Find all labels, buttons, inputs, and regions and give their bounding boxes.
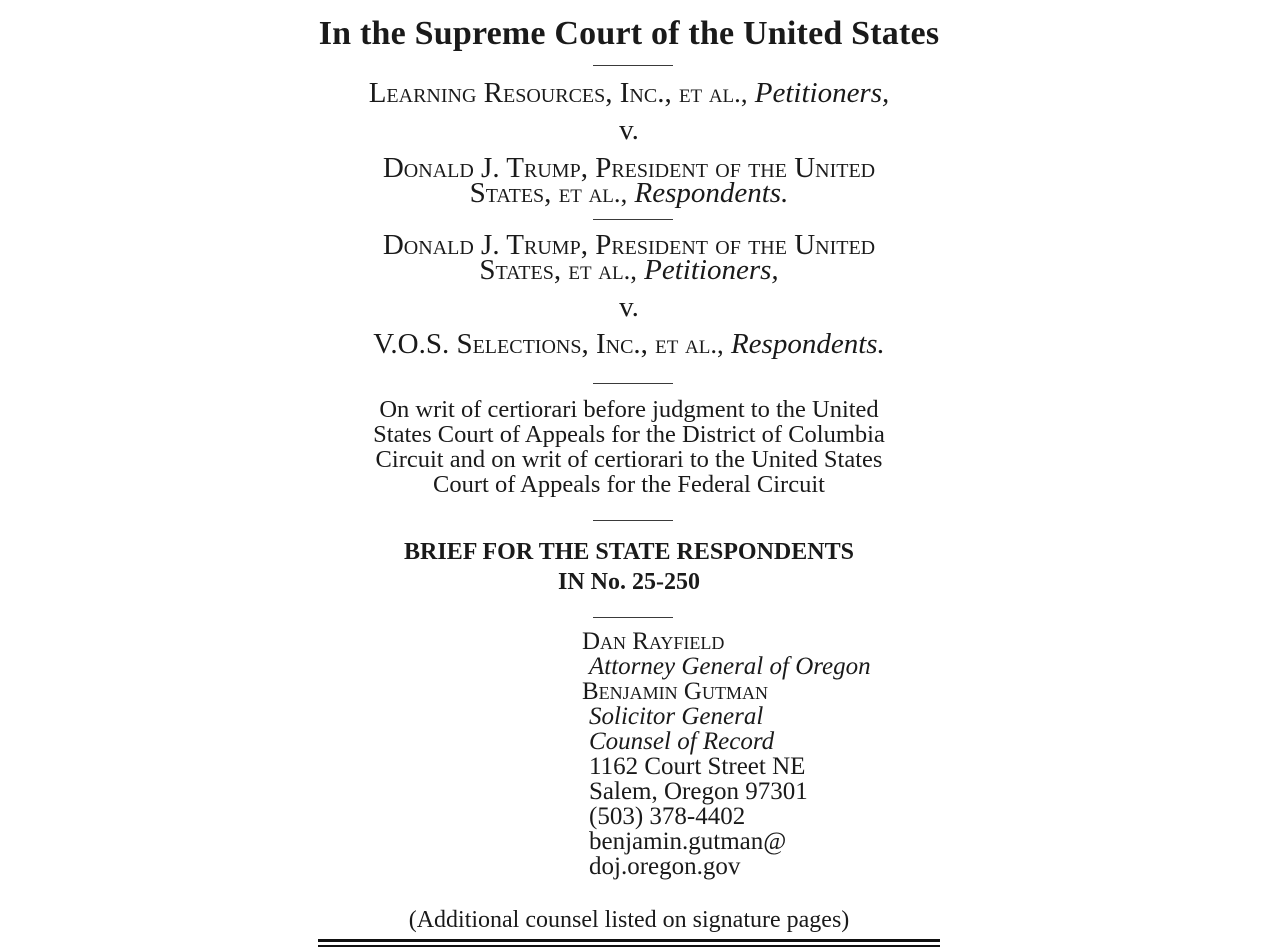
- email-line2: doj.oregon.gov: [589, 853, 741, 880]
- writ-line: On writ of certiorari before judgment to the United: [379, 396, 879, 423]
- additional-counsel-note: (Additional counsel listed on signature pages): [408, 907, 850, 933]
- case1-respondent-name: Donald J. Trump, President of the United: [382, 152, 876, 184]
- case1-versus: v.: [619, 114, 639, 146]
- attorney-general-title: Attorney General of Oregon: [589, 653, 871, 680]
- solicitor-title: Solicitor General: [589, 703, 764, 730]
- divider-rule: [593, 617, 673, 618]
- bottom-double-rule-bottom: [318, 945, 940, 947]
- case2-respondent-line: [318, 328, 940, 360]
- attorney-general-name: Dan Rayfield: [582, 628, 725, 655]
- brief-cover-page: [318, 0, 940, 950]
- case1-petitioner-line: [318, 77, 940, 109]
- case1-respondent-line2: [318, 177, 940, 209]
- brief-title-line1: BRIEF FOR THE STATE RESPONDENTS: [404, 539, 854, 565]
- email-line1: benjamin.gutman@: [589, 828, 787, 855]
- case2-petitioner-name: Donald J. Trump, President of the United: [382, 229, 876, 261]
- case2-petitioner-line2: [318, 254, 940, 286]
- solicitor-name: Benjamin Gutman: [582, 678, 768, 705]
- writ-line: Circuit and on writ of certiorari to the United States: [375, 446, 883, 473]
- bottom-double-rule-top: [318, 939, 940, 942]
- case1-respondent-role: Respondents.: [634, 177, 789, 209]
- brief-title: [318, 537, 940, 597]
- writ-line: States Court of Appeals for the District of Columbia: [373, 421, 885, 448]
- case2-respondent-name: V.O.S. Selections, Inc.,: [373, 328, 648, 360]
- case1-petitioner-name: Learning Resources, Inc.,: [368, 77, 672, 109]
- divider-rule: [593, 65, 673, 66]
- divider-rule: [593, 219, 673, 220]
- case2-petitioner-role: Petitioners,: [644, 254, 779, 286]
- case2-respondent-role: Respondents.: [730, 328, 885, 360]
- court-heading: In the Supreme Court of the United States: [318, 15, 940, 52]
- case2-versus: v.: [619, 291, 639, 323]
- case1-respondent-states: States,: [469, 177, 552, 209]
- case1-petitioner-etal: et al.,: [678, 78, 748, 108]
- divider-rule: [593, 520, 673, 521]
- case2-petitioner-states: States,: [479, 254, 562, 286]
- case1-respondent-etal: et al.,: [558, 178, 628, 208]
- case2-petitioner-etal: et al.,: [568, 255, 637, 285]
- counsel-of-record: Counsel of Record: [589, 728, 775, 755]
- address-street: 1162 Court Street NE: [589, 753, 806, 780]
- counsel-block: [582, 629, 871, 879]
- case1-petitioner-role: Petitioners,: [754, 77, 890, 109]
- phone-number: (503) 378-4402: [589, 803, 746, 830]
- brief-title-line2: IN No. 25-250: [558, 569, 700, 595]
- writ-line: Court of Appeals for the Federal Circuit: [433, 471, 825, 498]
- writ-description: [318, 397, 940, 497]
- address-city: Salem, Oregon 97301: [589, 778, 808, 805]
- case2-respondent-etal: et al.,: [655, 329, 724, 359]
- divider-rule: [593, 383, 673, 384]
